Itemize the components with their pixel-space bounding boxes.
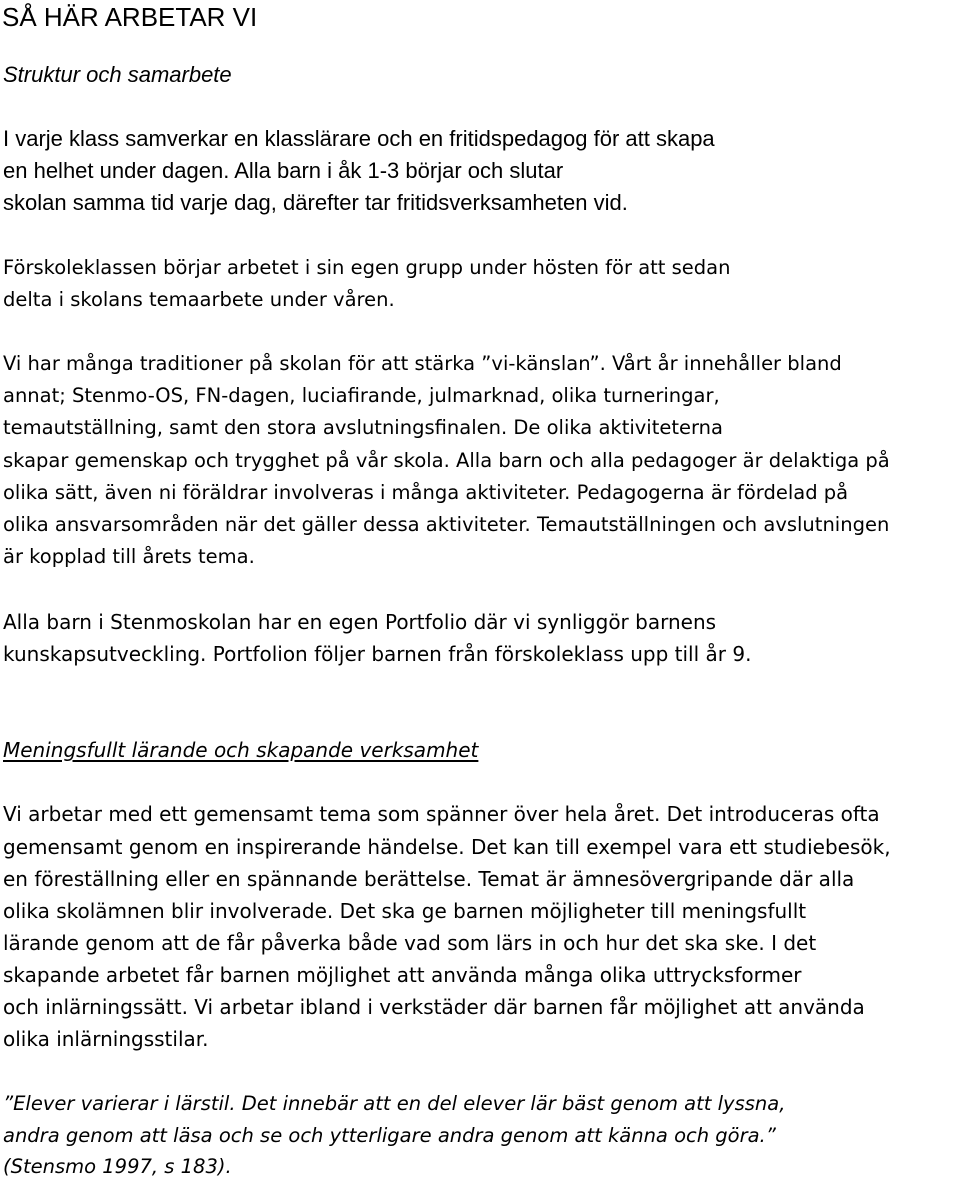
paragraph-line: gemensamt genom en inspirerande händelse. Det kan till exempel vara ett studiebesök, xyxy=(3,835,891,859)
paragraph-line: skapar gemenskap och trygghet på vår skola. Alla barn och alla pedagoger är delaktiga på xyxy=(3,449,890,472)
paragraph-line: skolan samma tid varje dag, därefter tar fritidsverksamheten vid. xyxy=(3,190,628,215)
paragraph-line: annat; Stenmo-OS, FN-dagen, luciafirande, julmarknad, olika turneringar, xyxy=(3,384,720,407)
paragraph-line: temautställning, samt den stora avslutningsfinalen. De olika aktiviteterna xyxy=(3,416,723,439)
page-title: SÅ HÄR ARBETAR VI xyxy=(2,2,258,32)
quote-line: andra genom att läsa och se och ytterligare andra genom att känna och göra.” xyxy=(3,1124,776,1147)
paragraph-line: en föreställning eller en spännande berättelse. Temat är ämnesövergripande där alla xyxy=(3,867,855,891)
quote-line: ”Elever varierar i lärstil. Det innebär att en del elever lär bäst genom att lyssna, xyxy=(3,1092,786,1115)
paragraph-line: kunskapsutveckling. Portfolion följer barnen från förskoleklass upp till år 9. xyxy=(3,642,752,666)
paragraph-line: Alla barn i Stenmoskolan har en egen Portfolio där vi synliggör barnens xyxy=(3,610,717,634)
paragraph-line: en helhet under dagen. Alla barn i åk 1-3 börjar och slutar xyxy=(3,158,564,183)
section-heading-structure: Struktur och samarbete xyxy=(3,62,232,87)
paragraph-line: I varje klass samverkar en klasslärare och en fritidspedagog för att skapa xyxy=(3,126,715,151)
paragraph-line: Förskoleklassen börjar arbetet i sin egen grupp under hösten för att sedan xyxy=(3,256,731,279)
paragraph-line: är kopplad till årets tema. xyxy=(3,545,255,568)
quote-citation: (Stensmo 1997, s 183). xyxy=(3,1155,232,1178)
section-heading-meaningful-learning: Meningsfullt lärande och skapande verksamhet xyxy=(3,738,479,762)
paragraph-line: Vi arbetar med ett gemensamt tema som spänner över hela året. Det introduceras ofta xyxy=(3,802,880,826)
paragraph-line: olika ansvarsområden när det gäller dessa aktiviteter. Temautställningen och avslutningen xyxy=(3,513,890,536)
paragraph-line: olika skolämnen blir involverade. Det ska ge barnen möjligheter till meningsfullt xyxy=(3,899,807,923)
paragraph-line: och inlärningssätt. Vi arbetar ibland i verkstäder där barnen får möjlighet att använda xyxy=(3,995,865,1019)
paragraph-line: delta i skolans temaarbete under våren. xyxy=(3,288,395,311)
paragraph-line: skapande arbetet får barnen möjlighet att använda många olika uttrycksformer xyxy=(3,963,802,987)
paragraph-line: lärande genom att de får påverka både vad som lärs in och hur det ska ske. I det xyxy=(3,931,817,955)
paragraph-line: olika sätt, även ni föräldrar involveras i många aktiviteter. Pedagogerna är fördelad på xyxy=(3,481,849,504)
paragraph-line: Vi har många traditioner på skolan för att stärka ”vi-känslan”. Vårt år innehåller bland xyxy=(3,352,842,375)
paragraph-line: olika inlärningsstilar. xyxy=(3,1027,209,1051)
